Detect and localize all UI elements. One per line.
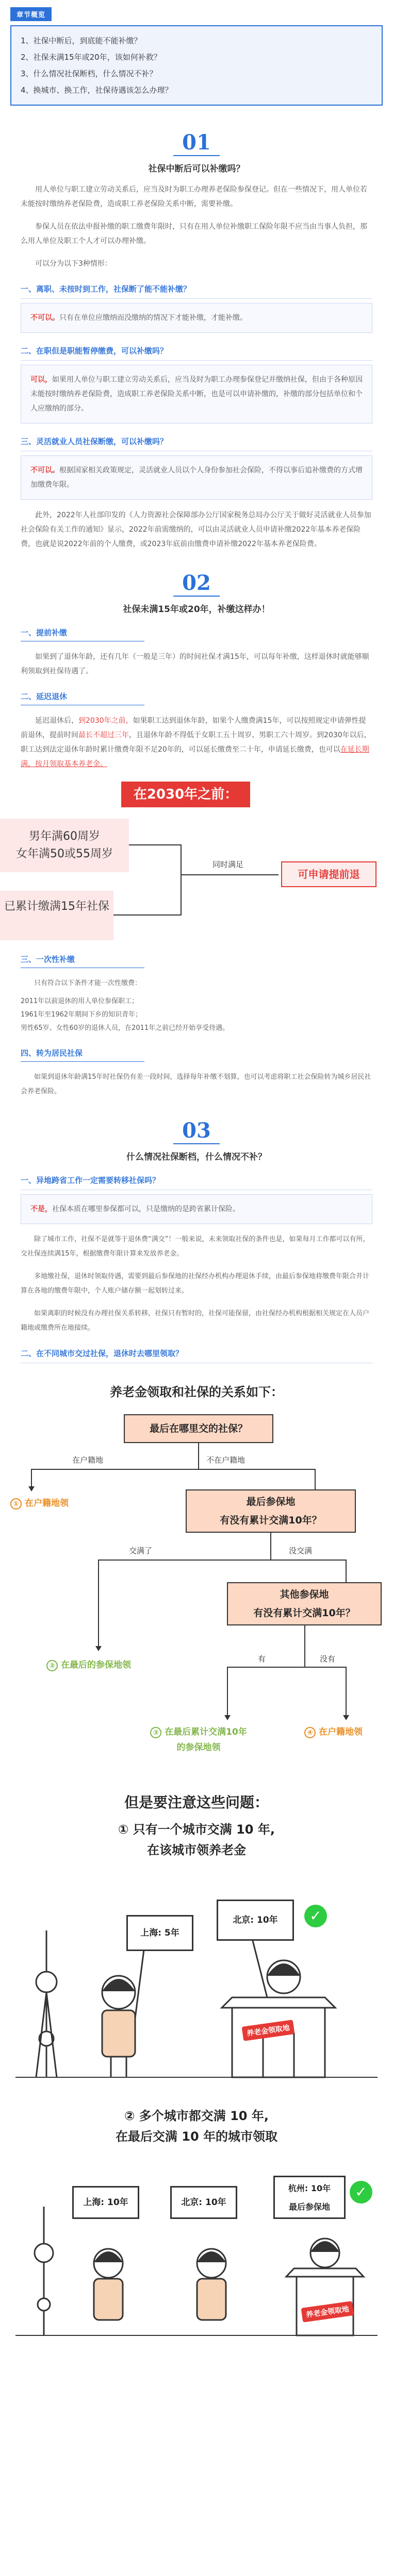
paragraph: 可以分为以下3种情形： bbox=[35, 260, 112, 268]
toc-item[interactable]: 4、换城市、换工作，社保待遇该怎么办理？ bbox=[21, 86, 173, 95]
question-heading: 一、离职、未按时到工作，社保断了能不能补缴？ bbox=[21, 284, 191, 294]
section-number: 03 bbox=[182, 1118, 211, 1143]
flow-question-box: 最后参保地 有没有累计交满10年？ bbox=[186, 1489, 356, 1533]
paragraph: 除了城市工作，社保不是就等于退休费“满交”！一般来说，未来领取社保的条件也是，如果每月工作都可以有所，交社保连续满15年，根据缴费年限计算来发放养老金。 bbox=[21, 1235, 370, 1258]
step-number: ① bbox=[10, 1498, 22, 1510]
result-label: 在户籍地领 bbox=[25, 1498, 69, 1509]
flow-question-box: 最后在哪里交的社保？ bbox=[124, 1414, 273, 1443]
sub-heading: 一、提前补缴 bbox=[21, 628, 68, 637]
flow-label: 不在户籍地 bbox=[206, 1455, 245, 1465]
condition-label: 同时满足 bbox=[212, 860, 243, 869]
paragraph: 参保人员在依法申报补缴的职工缴费年限时，只有在用人单位补缴职工保险年限不应当由当事人负担，那么用人单位及职工个人才可以办理补缴。 bbox=[21, 223, 367, 245]
check-icon: ✓ bbox=[304, 1905, 327, 1927]
check-icon: ✓ bbox=[350, 2181, 372, 2204]
divider bbox=[173, 155, 220, 156]
result-label: 在最后累计交满10年 的参保地领 bbox=[165, 1727, 247, 1753]
arrow-icon bbox=[224, 1715, 231, 1720]
flow-label: 有 bbox=[258, 1654, 266, 1664]
answer-lead: 可以， bbox=[30, 376, 52, 384]
toc-tag: 章节概览 bbox=[10, 7, 52, 21]
flow-line bbox=[227, 1667, 228, 1716]
toc-item[interactable]: 2、社保未满15年或20年，该如何补救？ bbox=[21, 53, 161, 62]
question-heading: 一、异地跨省工作一定需要转移社保吗？ bbox=[21, 1176, 160, 1185]
answer-lead: 不可以。 bbox=[30, 314, 59, 322]
highlight-text: 在延长期满，按月领取基本养老金。 bbox=[21, 745, 369, 768]
divider bbox=[21, 360, 372, 361]
flow-label: 没交满 bbox=[289, 1546, 313, 1555]
paragraph: 只有符合以下条件才能一次性缴费： bbox=[34, 979, 142, 987]
section-number: 01 bbox=[182, 130, 211, 155]
pension-location-stamp: 养老金领取地 bbox=[242, 2020, 295, 2041]
arrow-icon bbox=[343, 1715, 349, 1720]
question-heading: 二、在不同城市交过社保，退休时去哪里领取？ bbox=[21, 1349, 184, 1358]
paragraph: 如果到了退休年龄，还有几年（一般是三年）的时间社保才满15年，可以每年补缴，这样退休时就能够顺利领取到社保待遇了。 bbox=[21, 653, 369, 675]
connector-line bbox=[181, 844, 182, 916]
paragraph: 多地缴社保，退休时领取待遇，需要到最后参保地的社保经办机构办理退休手续，由最后参保地将缴费年限合并计算在各地的缴费年限中，个人账户储存额一起划转过来。 bbox=[21, 1273, 370, 1295]
result-label: 在最后的参保地领 bbox=[61, 1660, 131, 1670]
illustration-subtitle: ② 多个城市都交满 10 年, 在最后交满 10 年的城市领取 bbox=[115, 2109, 278, 2144]
flow-line bbox=[304, 1625, 305, 1667]
diagram-title: 在2030年之前： bbox=[121, 782, 250, 807]
step-number: ③ bbox=[150, 1727, 161, 1738]
flow-line bbox=[346, 1560, 347, 1582]
answer-box bbox=[21, 365, 372, 423]
answer-lead: 不可以。 bbox=[30, 466, 59, 474]
paragraph: 如果到退休年龄满15年时社保仍有差一段时间，选择每年补缴不划算，也可以考虑将职工社会保险转为城乡居民社会养老保险。 bbox=[21, 1073, 371, 1095]
flowchart-title: 养老金领取和社保的关系如下： bbox=[110, 1385, 283, 1399]
flow-line bbox=[98, 1560, 99, 1647]
illustration-panel-2 bbox=[15, 2155, 378, 2341]
paragraph: 用人单位与职工建立劳动关系后，应当及时为职工办理养老保险参保登记。但在一些情况下，用人单位若未能按时缴纳养老保险费，造成职工养老保险关系中断，需要补缴。 bbox=[21, 185, 367, 208]
connector-line bbox=[129, 844, 181, 845]
result-box: 可申请提前退 bbox=[281, 861, 376, 887]
section-2-heading bbox=[0, 551, 393, 615]
flow-line bbox=[98, 1560, 346, 1561]
flow-line bbox=[31, 1469, 32, 1487]
list-item: 2011年以前退休的用人单位参保职工； bbox=[21, 997, 139, 1005]
section-title: 社保中断后可以补缴吗？ bbox=[148, 164, 245, 174]
flow-label: 在户籍地 bbox=[72, 1455, 104, 1465]
text-span: 延迟退休后， bbox=[35, 717, 78, 725]
paragraph bbox=[0, 714, 393, 771]
section-title: 社保未满15年或20年，补缴这样办！ bbox=[123, 604, 270, 615]
connector-line bbox=[113, 914, 181, 916]
city-sign-beijing: 北京: 10年 bbox=[170, 2186, 237, 2219]
step-number: ④ bbox=[304, 1727, 316, 1738]
flow-result bbox=[304, 1724, 363, 1738]
pension-flowchart bbox=[0, 1400, 393, 1771]
divider bbox=[173, 1143, 220, 1144]
question-heading: 三、灵活就业人员社保断缴，可以补缴吗？ bbox=[21, 437, 168, 446]
result-label: 在户籍地领 bbox=[319, 1727, 363, 1737]
answer-lead: 不是， bbox=[30, 1205, 52, 1213]
divider bbox=[21, 298, 372, 299]
illustration-subtitle: ① 只有一个城市交满 10 年, 在该城市领养老金 bbox=[118, 1822, 275, 1857]
answer-box bbox=[21, 455, 372, 500]
sub-heading: 二、延迟退休 bbox=[21, 692, 68, 701]
paragraph: 如果离职的时候没有办理社保关系转移，社保只有暂时的，社保可能保留，由社保经办机构根据相关规定在人员户籍地或缴费所在地接续。 bbox=[21, 1310, 370, 1332]
divider bbox=[21, 1061, 144, 1062]
illustration-panel-1 bbox=[15, 1869, 378, 2085]
flow-result bbox=[46, 1657, 131, 1671]
flow-label: 交满了 bbox=[129, 1546, 153, 1555]
connector-line bbox=[181, 874, 279, 875]
divider bbox=[173, 596, 220, 597]
toc-item[interactable]: 3、什么情况社保断档，什么情况不补？ bbox=[21, 69, 157, 78]
paragraph: 此外，2022年人社部印发的《人力资源社会保障部办公厅国家税务总局办公厅关于做好灵活就业人员参加社会保险有关工作的通知》显示，2022年前需缴纳的，可以由灵活就业人员申请补缴2022年基本养老保险费，也就是说2022年前的个人缴费，或2023年底前由缴费申请补缴2022年基本养老保险费。 bbox=[21, 511, 371, 548]
condition-list bbox=[0, 995, 393, 1035]
flow-line bbox=[198, 1443, 199, 1469]
arrow-icon bbox=[28, 1486, 35, 1492]
condition-age-box: 男年满60周岁 女年满50或55周岁 bbox=[0, 819, 129, 872]
answer-text: 如果用人单位与职工建立劳动关系后，应当及时为职工办理参保登记并缴纳社保，但由于各种原因未能按时缴纳养老保险费，造成职工养老保险关系中断，也是可以申请补缴的，补缴的部分包括单位和个人应缴纳的部分。 bbox=[30, 376, 363, 413]
flow-line bbox=[31, 1469, 315, 1470]
flow-line bbox=[315, 1469, 316, 1489]
pension-location-stamp: 养老金领取地 bbox=[301, 2301, 354, 2323]
answer-box bbox=[21, 1194, 372, 1224]
flow-line bbox=[227, 1667, 346, 1668]
toc-item[interactable]: 1、社保中断后，到底能不能补缴？ bbox=[21, 36, 142, 45]
city-skyline-illustration bbox=[15, 1869, 378, 2085]
retirement-2030-diagram bbox=[0, 782, 393, 941]
list-item: 1961年至1962年期间下乡的知识青年； bbox=[21, 1011, 142, 1019]
step-number: ② bbox=[46, 1660, 58, 1671]
city-sign-shanghai: 上海: 10年 bbox=[72, 2186, 139, 2219]
flow-result bbox=[10, 1496, 69, 1510]
text-span: ，且退休年龄不得低于女职工五十周岁、男职工六十周岁。到2030年以后，职工达到法定退休年龄时累计缴费年限不足20年的，可以延长缴费至二十年，申请延长缴费，也可以 bbox=[21, 731, 371, 754]
question-heading: 二、在职但是职能暂停缴费，可以补缴吗？ bbox=[21, 346, 168, 355]
section-title: 什么情况社保断档，什么情况不补？ bbox=[126, 1152, 267, 1162]
sub-heading: 三、一次性补缴 bbox=[21, 955, 75, 964]
highlight-text: 最长不超过三年 bbox=[78, 731, 129, 739]
flow-question-box: 其他参保地 有没有累计交满10年？ bbox=[227, 1582, 382, 1625]
answer-text: 只有在单位应缴纳而没缴纳的情况下才能补缴，才能补缴。 bbox=[59, 314, 247, 322]
section-3-heading bbox=[0, 1099, 393, 1162]
city-sign-shanghai: 上海: 5年 bbox=[126, 1915, 193, 1951]
highlight-text: 到2030年之前， bbox=[78, 717, 133, 725]
flow-result bbox=[124, 1724, 273, 1755]
flow-line bbox=[346, 1667, 347, 1716]
text-span: 如果职工达到退休年龄，如果个人缴费满15年，可以按照规定申请弹性提前退休，提前时间 bbox=[21, 717, 366, 739]
answer-text: 社保本质在哪里参保都可以，只是缴纳的是跨省累计保险。 bbox=[52, 1205, 240, 1213]
city-sign-hangzhou: 杭州: 10年 最后参保地 bbox=[273, 2176, 346, 2219]
arrow-icon bbox=[95, 1646, 102, 1651]
condition-years-box: 已累计缴满15年社保 bbox=[0, 891, 113, 940]
flow-line bbox=[270, 1533, 271, 1560]
sub-heading: 四、转为居民社保 bbox=[21, 1048, 83, 1058]
answer-text: 根据国家相关政策规定，灵活就业人员以个人身份参加社会保险，不得以事后追补缴费的方式增加缴费年限。 bbox=[30, 466, 363, 489]
list-item: 男性65岁、女性60岁的退休人员，在2011年之前已经开始享受待遇。 bbox=[21, 1024, 230, 1032]
answer-box bbox=[21, 303, 372, 333]
city-sign-beijing: 北京: 10年 bbox=[217, 1900, 294, 1941]
section-number: 02 bbox=[182, 571, 211, 595]
section-1-heading bbox=[0, 111, 393, 174]
toc-section bbox=[0, 0, 393, 111]
flow-label: 没有 bbox=[320, 1654, 336, 1664]
illustration-title: 但是要注意这些问题： bbox=[124, 1794, 269, 1811]
toc-box bbox=[10, 25, 383, 106]
